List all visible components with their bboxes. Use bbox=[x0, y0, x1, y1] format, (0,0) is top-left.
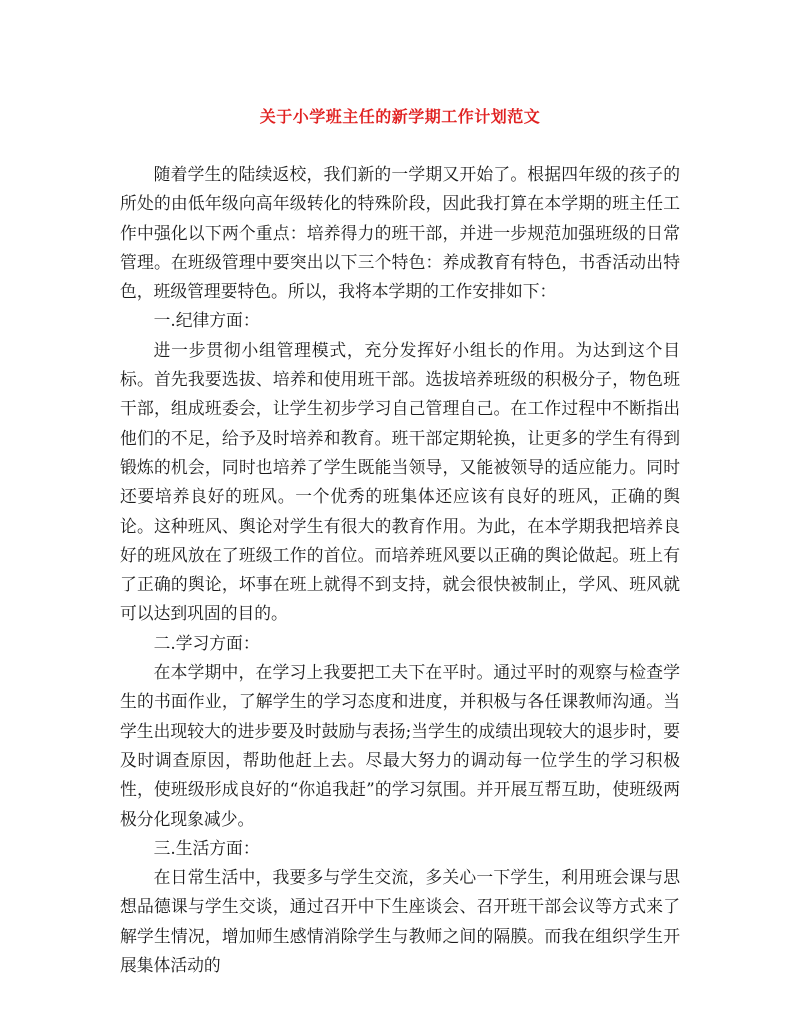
life-paragraph: 在日常生活中，我要多与学生交流，多关心一下学生，利用班会课与思想品德课与学生交谈，通过召开中下生座谈会、召开班干部会议等方式来了解学生情况，增加师生感情消除学生与教师之间的隔膜。而我在组织学生开展集体活动的 bbox=[120, 867, 680, 976]
section-heading-life: 三.生活方面： bbox=[153, 837, 260, 858]
section-heading-study: 二.学习方面： bbox=[153, 632, 260, 653]
discipline-paragraph: 进一步贯彻小组管理模式，充分发挥好小组长的作用。为达到这个目标。首先我要选拔、培养和使用班干部。选拔培养班级的积极分子，物色班干部，组成班委会，让学生初步学习自己管理自己。在工作过程中不断指出他们的不足，给予及时培养和教育。班干部定期轮换，让更多的学生有得到锻炼的机会，同时也培养了学生既能当领导，又能被领导的适应能力。同时还要培养良好的班风。一个优秀的班集体还应该有良好的班风，正确的舆论。这种班风、舆论对学生有很大的教育作用。为此，在本学期我把培养良好的班风放在了班级工作的首位。而培养班风要以正确的舆论做起。班上有了正确的舆论，坏事在班上就得不到支持，就会很快被制止，学风、班风就可以达到巩固的目的。 bbox=[120, 339, 680, 624]
document-title: 关于小学班主任的新学期工作计划范文 bbox=[259, 107, 541, 126]
study-paragraph: 在本学期中，在学习上我要把工夫下在平时。通过平时的观察与检查学生的书面作业，了解学生的学习态度和进度，并积极与各任课教师沟通。当学生出现较大的进步要及时鼓励与表扬;当学生的成绩出现较大的退步时，要及时调查原因，帮助他赶上去。尽最大努力的调动每一位学生的学习积极性，使班级形成良好的“你追我赶”的学习氛围。并开展互帮互助，使班级两极分化现象减少。 bbox=[120, 662, 680, 829]
intro-paragraph: 随着学生的陆续返校，我们新的一学期又开始了。根据四年级的孩子的所处的由低年级向高年级转化的特殊阶段，因此我打算在本学期的班主任工作中强化以下两个重点：培养得力的班干部，并进一步规范加强班级的日常管理。在班级管理中要突出以下三个特色：养成教育有特色，书香活动出特色，班级管理要特色。所以，我将本学期的工作安排如下： bbox=[120, 164, 680, 302]
section-heading-discipline: 一.纪律方面： bbox=[153, 310, 260, 331]
document-body bbox=[120, 160, 680, 980]
